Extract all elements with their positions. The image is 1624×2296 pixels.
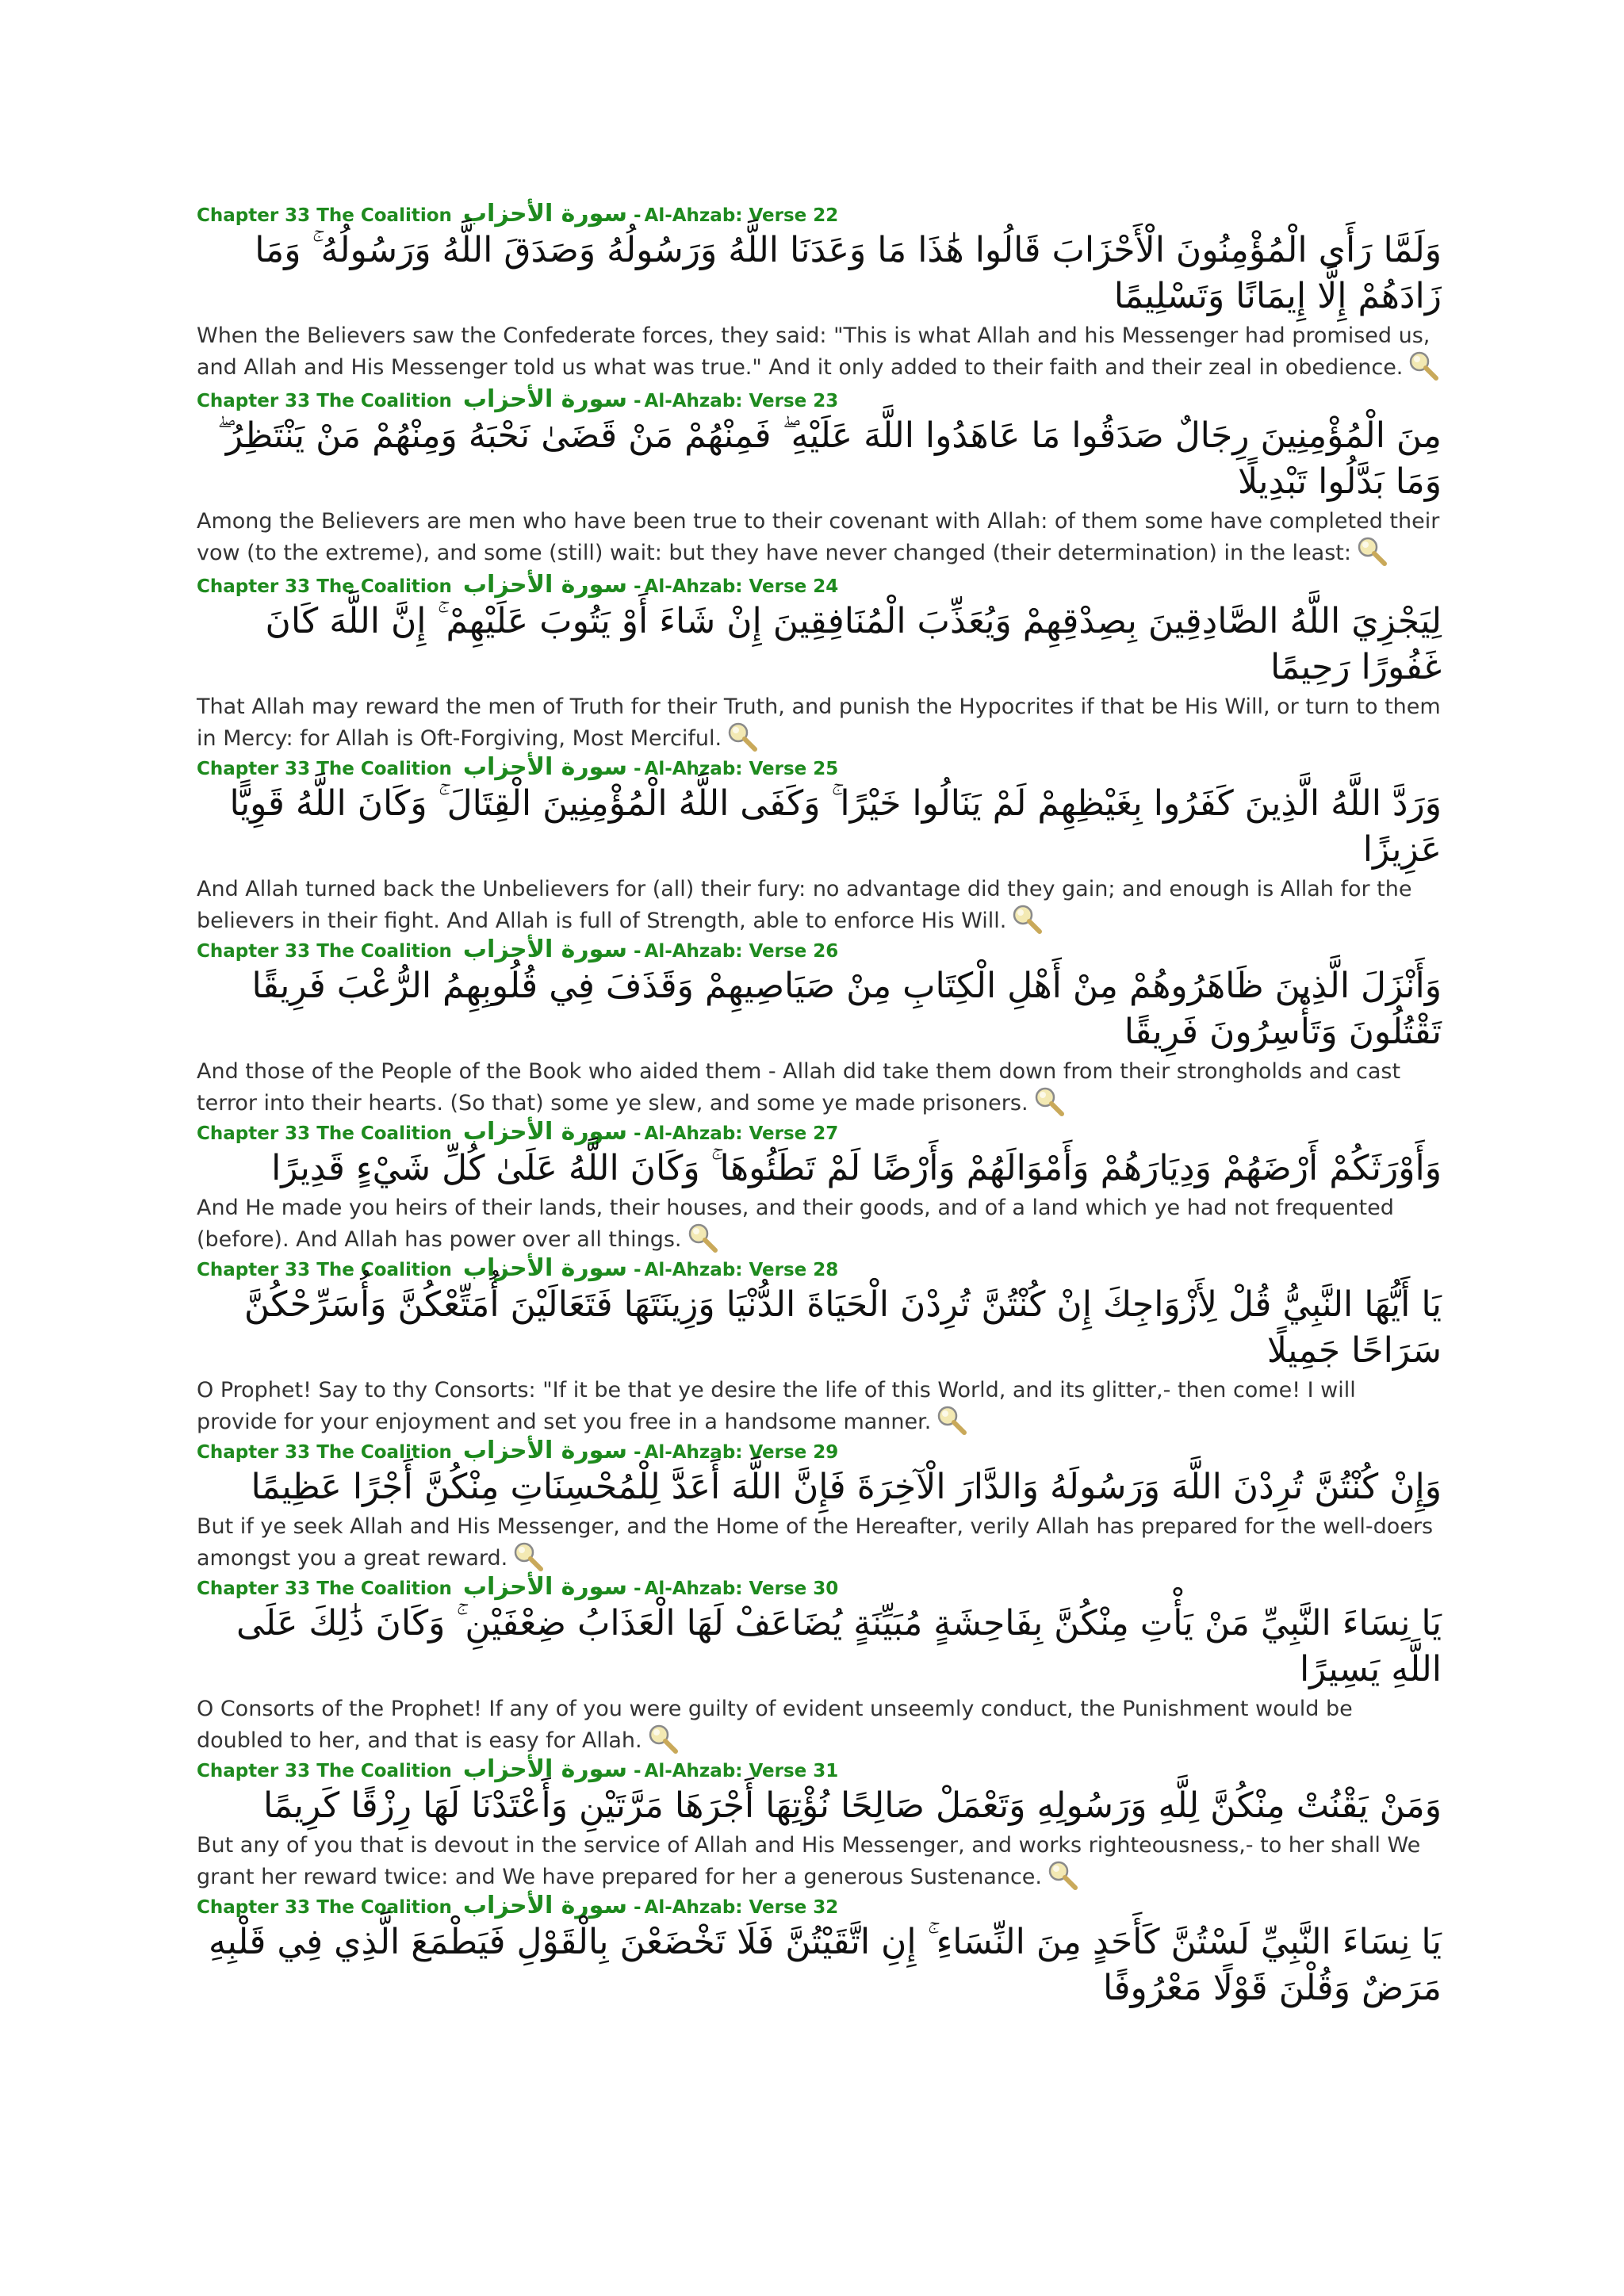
surah-arabic-name: سورة الأحزاب <box>462 1892 627 1919</box>
verse-header <box>197 202 1442 226</box>
verse-header <box>197 753 1442 781</box>
arabic-verse-text: وَأَنْزَلَ الَّذِينَ ظَاهَرُوهُمْ مِنْ أَهْلِ الْكِتَابِ مِنْ صَيَاصِيهِمْ وَقَذَفَ فِي قُلُوبِهِمُ الرُّعْبَ فَرِيقًا تَقْتُلُونَ وَتَأْسِرُونَ فَرِيقًا <box>251 966 1442 1052</box>
verse-header <box>197 1575 1442 1599</box>
verse-block <box>197 1894 1442 2011</box>
header-separator: - <box>633 1897 642 1918</box>
verse-label: Al-Ahzab: Verse 31 <box>644 1761 839 1781</box>
magnifier-icon[interactable] <box>1011 903 1043 935</box>
arabic-verse-text: وَأَوْرَثَكُمْ أَرْضَهُمْ وَدِيَارَهُمْ وَأَمْوَالَهُمْ وَأَرْضًا لَمْ تَطَئُوهَا ۚ وَكَانَ اللَّهُ عَلَىٰ كُلِّ شَيْءٍ قَدِيرًا <box>271 1148 1442 1188</box>
arabic-verse-text: وَإِنْ كُنْتُنَّ تُرِدْنَ اللَّهَ وَرَسُولَهُ وَالدَّارَ الْآخِرَةَ فَإِنَّ اللَّهَ أَعَدَّ لِلْمُحْسِنَاتِ مِنْكُنَّ أَجْرًا عَظِيمًا <box>251 1467 1442 1507</box>
verse-translation <box>197 1058 1442 1117</box>
surah-arabic-name: سورة الأحزاب <box>462 1573 627 1601</box>
verse-translation <box>197 876 1442 935</box>
arabic-verse-text: وَلَمَّا رَأَى الْمُؤْمِنُونَ الْأَحْزَابَ قَالُوا هَٰذَا مَا وَعَدَنَا اللَّهُ وَرَسُولُهُ وَصَدَقَ اللَّهُ وَرَسُولُهُ ۚ وَمَا زَادَهُمْ إِلَّا إِيمَانًا وَتَسْلِيمًا <box>255 230 1442 316</box>
verse-header <box>197 938 1442 962</box>
verse-block <box>197 1755 1442 1891</box>
verse-block <box>197 1120 1442 1253</box>
chapter-label: Chapter 33 The Coalition <box>197 1578 452 1599</box>
translation-text: And He made you heirs of their lands, their houses, and their goods, and of a land which ye had not frequented (before). And Allah has power over all things. <box>197 1196 1394 1252</box>
verse-header <box>197 385 1442 413</box>
surah-arabic-name: سورة الأحزاب <box>462 753 627 781</box>
magnifier-icon[interactable] <box>1047 1859 1078 1891</box>
translation-text: Among the Believers are men who have been true to their covenant with Allah: of them some have completed their vow (to the extreme), and some (still) wait: but they have never changed (their determination) in the least: <box>197 509 1440 565</box>
verse-translation <box>197 1377 1442 1436</box>
arabic-verse-text: وَرَدَّ اللَّهُ الَّذِينَ كَفَرُوا بِغَيْظِهِمْ لَمْ يَنَالُوا خَيْرًا ۚ وَكَفَى اللَّهُ الْمُؤْمِنِينَ الْقِتَالَ ۚ وَكَانَ اللَّهُ قَوِيًّا عَزِيزًا <box>229 783 1442 870</box>
chapter-label: Chapter 33 The Coalition <box>197 391 452 411</box>
header-separator: - <box>633 1761 642 1781</box>
chapter-label: Chapter 33 The Coalition <box>197 576 452 597</box>
verse-translation <box>197 1195 1442 1253</box>
verse-translation <box>197 1513 1442 1572</box>
verse-block <box>197 1439 1442 1572</box>
arabic-verse-text: مِنَ الْمُؤْمِنِينَ رِجَالٌ صَدَقُوا مَا عَاهَدُوا اللَّهَ عَلَيْهِ ۖ فَمِنْهُمْ مَنْ قَضَىٰ نَحْبَهُ وَمِنْهُمْ مَنْ يَنْتَظِرُ ۖ وَمَا بَدَّلُوا تَبْدِيلًا <box>216 415 1442 502</box>
header-separator: - <box>633 1123 642 1144</box>
surah-arabic-name: سورة الأحزاب <box>462 936 627 963</box>
verse-block <box>197 938 1442 1117</box>
header-separator: - <box>633 759 642 779</box>
magnifier-icon[interactable] <box>1033 1085 1065 1117</box>
verse-block <box>197 385 1442 567</box>
header-separator: - <box>633 391 642 411</box>
translation-text: But if ye seek Allah and His Messenger, and the Home of the Hereafter, verily Allah has prepared for the well-doers amongst you a great reward. <box>197 1514 1434 1571</box>
arabic-verse-text: لِيَجْزِيَ اللَّهُ الصَّادِقِينَ بِصِدْقِهِمْ وَيُعَذِّبَ الْمُنَافِقِينَ إِنْ شَاءَ أَوْ يَتُوبَ عَلَيْهِمْ ۚ إِنَّ اللَّهَ كَانَ غَفُورًا رَحِيمًا <box>265 601 1442 687</box>
verse-translation <box>197 508 1442 567</box>
translation-text: And those of the People of the Book who aided them - Allah did take them down from their strongholds and cast terror into their hearts. (So that) some ye slew, and some ye made prisoners. <box>197 1059 1401 1115</box>
surah-arabic-name: سورة الأحزاب <box>462 571 627 599</box>
verse-header <box>197 1254 1442 1282</box>
translation-text: That Allah may reward the men of Truth for their Truth, and punish the Hypocrites if that be His Will, or turn to them in Mercy: for Allah is Oft-Forgiving, Most Merciful. <box>197 695 1441 751</box>
magnifier-icon[interactable] <box>687 1222 718 1253</box>
verse-header <box>197 573 1442 597</box>
chapter-label: Chapter 33 The Coalition <box>197 1260 452 1280</box>
surah-arabic-name: سورة الأحزاب <box>462 385 627 413</box>
verse-translation <box>197 1832 1442 1891</box>
verse-label: Al-Ahzab: Verse 32 <box>644 1897 839 1918</box>
verse-header <box>197 1120 1442 1144</box>
arabic-verse-text: يَا أَيُّهَا النَّبِيُّ قُلْ لِأَزْوَاجِكَ إِنْ كُنْتُنَّ تُرِدْنَ الْحَيَاةَ الدُّنْيَا وَزِينَتَهَا فَتَعَالَيْنَ أُمَتِّعْكُنَّ وَأُسَرِّحْكُنَّ سَرَاحًا جَمِيلًا <box>243 1284 1442 1371</box>
magnifier-icon[interactable] <box>726 721 758 752</box>
surah-arabic-name: سورة الأحزاب <box>462 200 627 228</box>
verse-header <box>197 1755 1442 1783</box>
verse-block <box>197 753 1442 935</box>
magnifier-icon[interactable] <box>936 1404 967 1436</box>
arabic-verse-text: يَا نِسَاءَ النَّبِيِّ مَنْ يَأْتِ مِنْكُنَّ بِفَاحِشَةٍ مُبَيِّنَةٍ يُضَاعَفْ لَهَا الْعَذَابُ ضِعْفَيْنِ ۚ وَكَانَ ذَٰلِكَ عَلَى اللَّهِ يَسِيرًا <box>236 1603 1442 1689</box>
verse-translation <box>197 1696 1442 1755</box>
verse-header <box>197 1439 1442 1463</box>
chapter-label: Chapter 33 The Coalition <box>197 941 452 962</box>
translation-text: When the Believers saw the Confederate forces, they said: "This is what Allah and his Messenger had promised us, and Allah and His Messenger told us what was true." And it only added to their faith and their zeal in obedience. <box>197 323 1431 380</box>
verse-header <box>197 1894 1442 1918</box>
arabic-verse-text: وَمَنْ يَقْنُتْ مِنْكُنَّ لِلَّهِ وَرَسُولِهِ وَتَعْمَلْ صَالِحًا نُؤْتِهَا أَجْرَهَا مَرَّتَيْنِ وَأَعْتَدْنَا لَهَا رِزْقًا كَرِيمًا <box>262 1785 1442 1826</box>
verse-label: Al-Ahzab: Verse 28 <box>644 1260 839 1280</box>
translation-text: O Consorts of the Prophet! If any of you were guilty of evident unseemly conduct, the Punishment would be doubled to her, and that is easy for Allah. <box>197 1697 1353 1753</box>
chapter-label: Chapter 33 The Coalition <box>197 1442 452 1463</box>
verse-label: Al-Ahzab: Verse 29 <box>644 1442 839 1463</box>
surah-arabic-name: سورة الأحزاب <box>462 1437 627 1464</box>
chapter-label: Chapter 33 The Coalition <box>197 205 452 226</box>
verse-translation <box>197 694 1442 752</box>
verse-label: Al-Ahzab: Verse 26 <box>644 941 839 962</box>
magnifier-icon[interactable] <box>1408 350 1439 381</box>
magnifier-icon[interactable] <box>1356 535 1388 567</box>
verse-label: Al-Ahzab: Verse 24 <box>644 576 839 597</box>
verse-label: Al-Ahzab: Verse 25 <box>644 759 839 779</box>
verse-translation <box>197 323 1442 381</box>
translation-text: And Allah turned back the Unbelievers for (all) their fury: no advantage did they gain; and enough is Allah for the believers in their fight. And Allah is full of Strength, able to enforce His Will. <box>197 877 1412 933</box>
chapter-label: Chapter 33 The Coalition <box>197 1897 452 1918</box>
verse-label: Al-Ahzab: Verse 23 <box>644 391 839 411</box>
header-separator: - <box>633 1578 642 1599</box>
verse-label: Al-Ahzab: Verse 27 <box>644 1123 839 1144</box>
header-separator: - <box>633 1442 642 1463</box>
translation-text: O Prophet! Say to thy Consorts: "If it be that ye desire the life of this World, and its glitter,- then come! I will provide for your enjoyment and set you free in a handsome manner. <box>197 1378 1356 1434</box>
header-separator: - <box>633 576 642 597</box>
translation-text: But any of you that is devout in the service of Allah and His Messenger, and works righteousness,- to her shall We grant her reward twice: and We have prepared for her a generous Sustenance. <box>197 1833 1421 1889</box>
header-separator: - <box>633 205 642 226</box>
verse-block <box>197 202 1442 381</box>
chapter-label: Chapter 33 The Coalition <box>197 1123 452 1144</box>
magnifier-icon[interactable] <box>512 1540 544 1572</box>
header-separator: - <box>633 941 642 962</box>
magnifier-icon[interactable] <box>647 1723 679 1755</box>
chapter-label: Chapter 33 The Coalition <box>197 759 452 779</box>
arabic-verse-text: يَا نِسَاءَ النَّبِيِّ لَسْتُنَّ كَأَحَدٍ مِنَ النِّسَاءِ ۚ إِنِ اتَّقَيْتُنَّ فَلَا تَخْضَعْنَ بِالْقَوْلِ فَيَطْمَعَ الَّذِي فِي قَلْبِهِ مَرَضٌ وَقُلْنَ قَوْلًا مَعْرُوفًا <box>208 1922 1442 2008</box>
verse-label: Al-Ahzab: Verse 30 <box>644 1578 839 1599</box>
verse-block <box>197 1254 1442 1436</box>
verse-list <box>197 202 1442 2011</box>
surah-arabic-name: سورة الأحزاب <box>462 1755 627 1783</box>
verse-block <box>197 1575 1442 1755</box>
header-separator: - <box>633 1260 642 1280</box>
surah-arabic-name: سورة الأحزاب <box>462 1118 627 1146</box>
chapter-label: Chapter 33 The Coalition <box>197 1761 452 1781</box>
surah-arabic-name: سورة الأحزاب <box>462 1254 627 1282</box>
verse-label: Al-Ahzab: Verse 22 <box>644 205 839 226</box>
verse-block <box>197 573 1442 752</box>
